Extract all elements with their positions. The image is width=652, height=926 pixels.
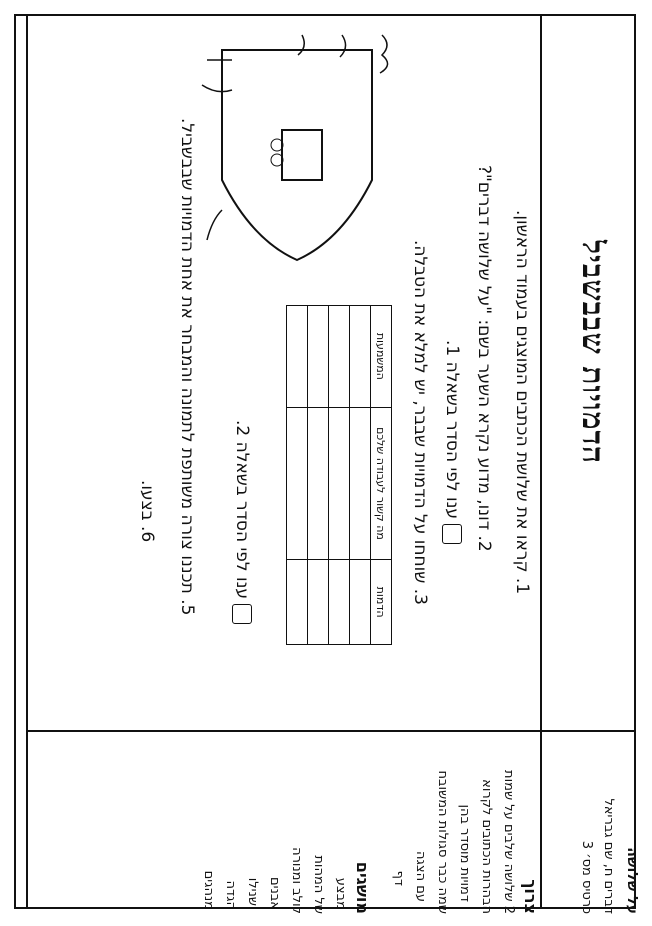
task-number: 2. — [474, 535, 494, 552]
table-header: המשמעות — [371, 306, 392, 408]
task-text: תכננו צורה משותפת לתמונה והמבחר את אחת הדמויות שבבשביל. — [177, 118, 197, 594]
corner-label-1: על שלושה — [624, 847, 640, 914]
table-header: מה קשור לעבודה שלכם — [371, 407, 392, 560]
sidebar-heading-2: מושגים — [353, 861, 372, 914]
table-cell[interactable] — [308, 306, 329, 408]
task-number: 1. — [512, 577, 532, 595]
sidebar-line: שמה כבר סגולות המשובח — [435, 770, 450, 914]
sidebar-line: הבהרות הכתובים לקרוא — [479, 779, 494, 914]
sidebar-line: הגדה — [223, 880, 238, 910]
task-4-sub — [232, 420, 252, 624]
table-cell[interactable] — [350, 560, 371, 645]
table-row — [287, 306, 308, 645]
shield-outline-icon — [222, 50, 372, 260]
answer-table — [286, 305, 392, 645]
grass-icon — [202, 60, 232, 240]
task-2-sub — [442, 340, 462, 544]
table-row — [329, 306, 350, 645]
sidebar-line: מנהגים — [201, 870, 216, 910]
table-cell[interactable] — [287, 407, 308, 560]
answer-checkbox[interactable] — [442, 524, 462, 544]
sidebar-line: לולב ומנורה — [289, 847, 304, 914]
sidebar-line: מבצע — [333, 877, 348, 910]
table-row — [308, 306, 329, 645]
sidebar-line: 2 שלושה שלבים על שמות — [501, 770, 516, 914]
table-cell[interactable] — [287, 306, 308, 408]
sign-board-icon — [282, 130, 322, 180]
shield-with-tree-illustration — [192, 30, 402, 270]
table-cell[interactable] — [329, 560, 350, 645]
task-number: 5. — [177, 599, 197, 616]
sidebar-heading-1: צרוך — [521, 879, 540, 914]
task-text: ענו לפי הסדר בשאלה 2. — [232, 420, 252, 600]
table-cell[interactable] — [350, 306, 371, 408]
task-text: קראו את שלושת הכתבים המוצגים בעמוד הראשון. — [512, 210, 532, 573]
table-cell[interactable] — [350, 407, 371, 560]
table-header: הדמות — [371, 560, 392, 645]
corner-label-2: דברים ח, שם גבריאל — [601, 798, 616, 914]
sidebar-line: דף — [391, 870, 406, 886]
sidebar-line: של המהות — [311, 855, 326, 914]
page-title: הדמויות שבבשביל — [575, 240, 610, 465]
task-1 — [512, 210, 532, 594]
tree-foliage-icon — [298, 35, 388, 73]
sidebar-line: עם הצגה — [413, 851, 428, 902]
task-number: 6. — [137, 526, 157, 543]
table-row — [350, 306, 371, 645]
task-6 — [137, 480, 157, 542]
table-cell[interactable] — [287, 560, 308, 645]
task-text: דונו, מדוע נקרא השער בשם: "על שלושה דברים"? — [474, 165, 494, 531]
corner-label-3: כרטיס מס׳ 3 — [579, 840, 594, 914]
sidebar-line: שנילו — [245, 877, 260, 906]
task-2 — [474, 165, 494, 552]
task-3 — [410, 240, 430, 605]
task-number: 3. — [410, 588, 430, 605]
table-cell[interactable] — [329, 306, 350, 408]
answer-checkbox[interactable] — [232, 604, 252, 624]
sidebar-line: אבנים — [267, 877, 282, 910]
table-cell[interactable] — [308, 407, 329, 560]
sidebar-line: דמויות מוסדר בהן — [457, 804, 472, 902]
task-text: ענו לפי הסדר בשאלה 1. — [442, 340, 462, 520]
table-cell[interactable] — [308, 560, 329, 645]
task-text: בצעו. — [137, 480, 157, 521]
table-cell[interactable] — [329, 407, 350, 560]
table-header-row — [371, 306, 392, 645]
task-text: שוחחו על הדמויות שבבר, יש למלא את הטבלה. — [410, 240, 430, 584]
